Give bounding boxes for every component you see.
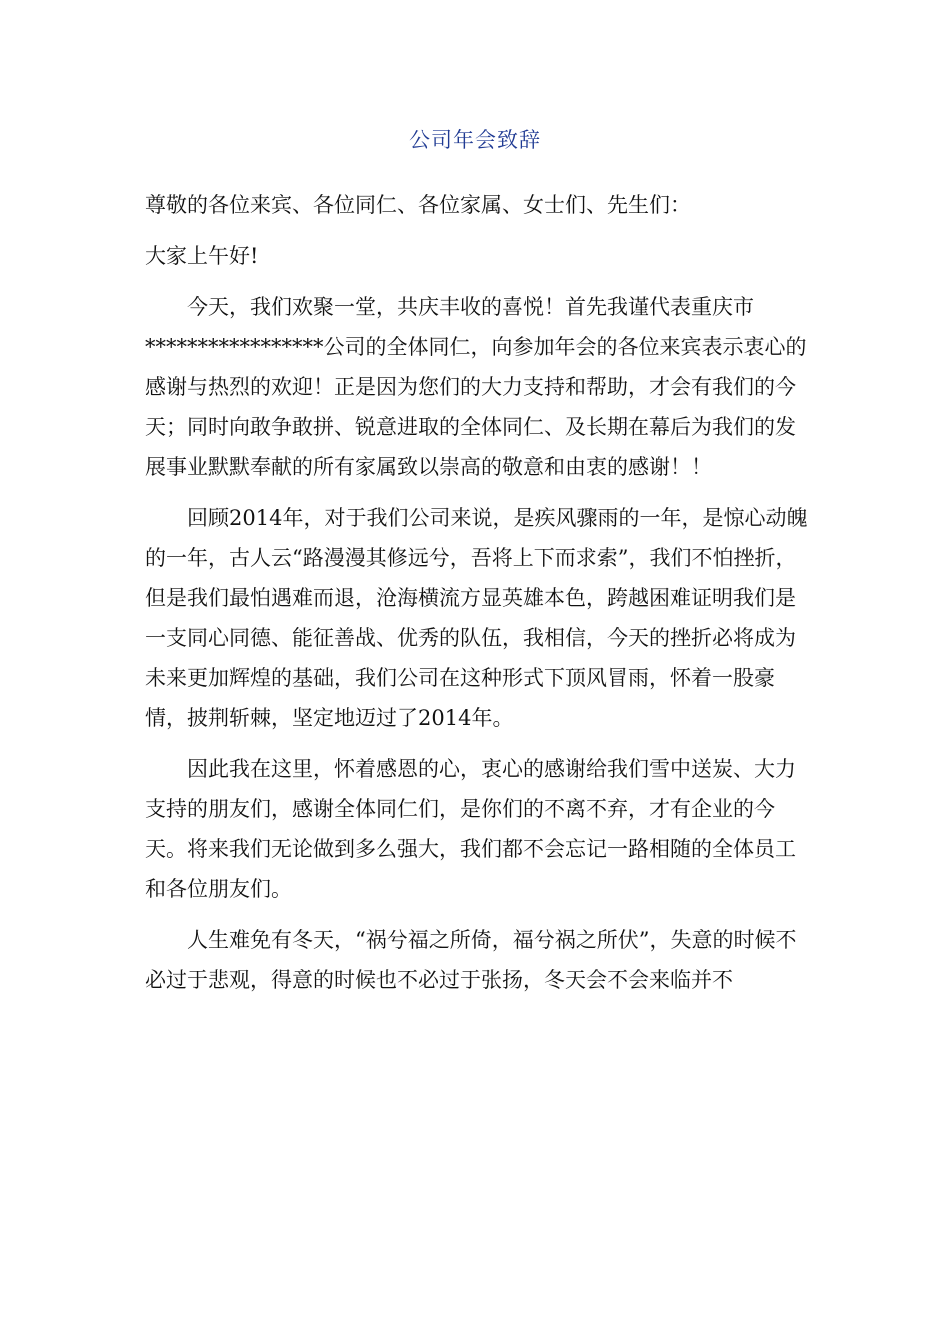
document-body	[145, 185, 810, 1011]
paragraph: 今天，我们欢聚一堂，共庆丰收的喜悦！首先我谨代表重庆市*****************公司的全体同仁，向参加年会的各位来宾表示衷心的感谢与热烈的欢迎！正是因为您们的大力支持和帮助，才会有我们的今天；同时向敢争敢拼、锐意进取的全体同仁、及长期在幕后为我们的发展事业默默奉献的所有家属致以崇高的敬意和由衷的感谢！！	[145, 295, 807, 479]
salutation: 尊敬的各位来宾、各位同仁、各位家属、女士们、先生们：	[145, 193, 691, 217]
paragraph: 因此我在这里，怀着感恩的心，衷心的感谢给我们雪中送炭、大力支持的朋友们，感谢全体同仁们，是你们的不离不弃，才有企业的今天。将来我们无论做到多么强大，我们都不会忘记一路相随的全体员工和各位朋友们。	[145, 757, 796, 901]
greeting: 大家上午好!	[145, 244, 259, 268]
paragraph: 回顾2014年，对于我们公司来说，是疾风骤雨的一年，是惊心动魄的一年，古人云“路漫漫其修远兮，吾将上下而求索”，我们不怕挫折，但是我们最怕遇难而退，沧海横流方显英雄本色，跨越困难证明我们是一支同心同德、能征善战、优秀的队伍，我相信，今天的挫折必将成为未来更加辉煌的基础，我们公司在这种形式下顶风冒雨，怀着一股豪情，披荆斩棘，坚定地迈过了2014年。	[145, 506, 808, 730]
paragraph: 人生难免有冬天，“祸兮福之所倚，福兮祸之所伏”，失意的时候不必过于悲观，得意的时候也不必过于张扬，冬天会不会来临并不	[145, 928, 797, 992]
document-title: 公司年会致辞	[409, 128, 541, 152]
